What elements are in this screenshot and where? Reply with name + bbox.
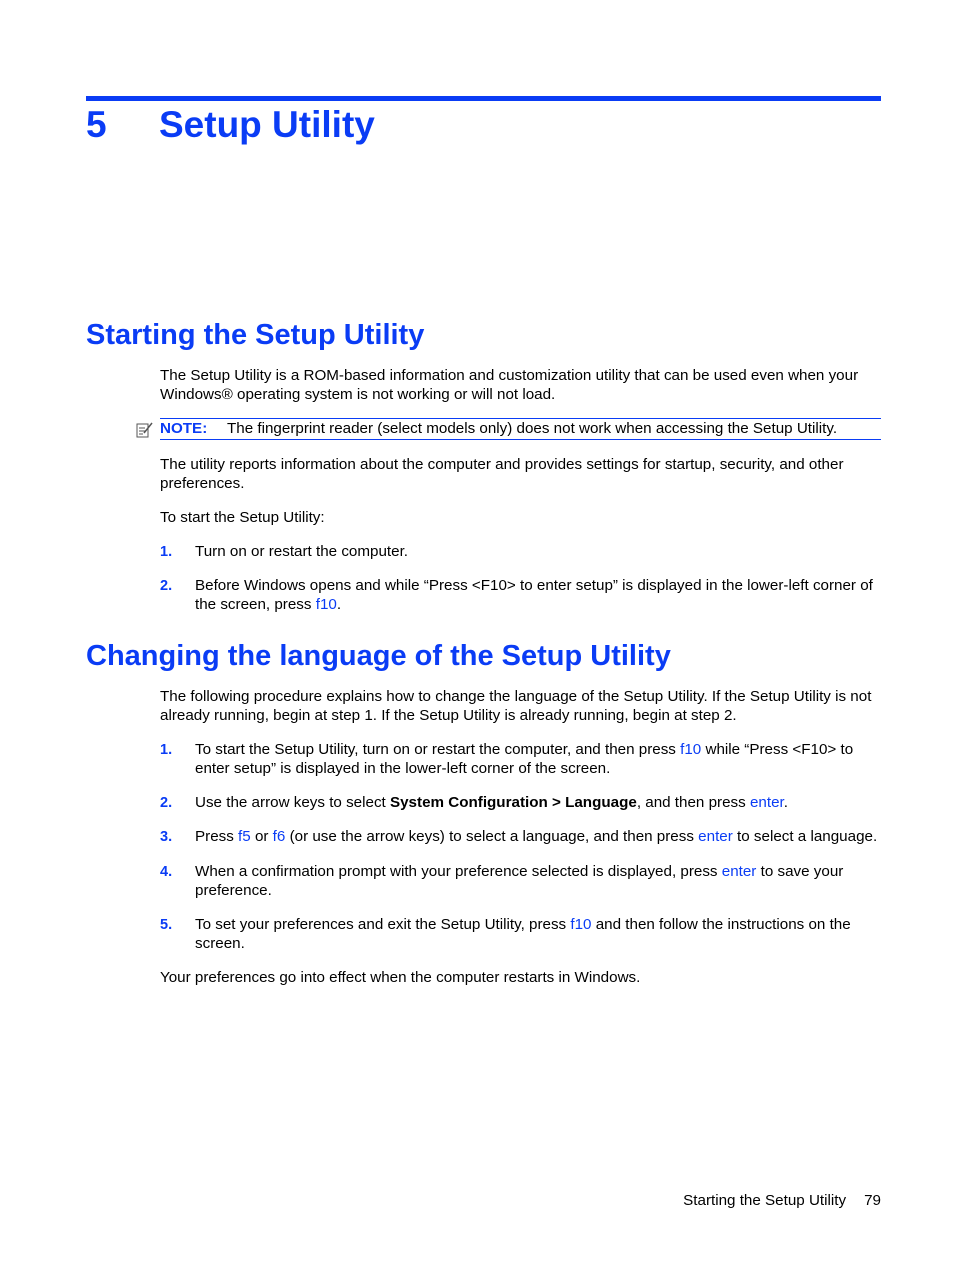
step-text: When a confirmation prompt with your preference selected is displayed, press enter to save your preference.: [195, 863, 844, 899]
note-box: [160, 418, 881, 440]
page-number: 79: [864, 1192, 881, 1209]
section-heading-language: Changing the language of the Setup Utility: [86, 640, 671, 672]
step-text: Before Windows opens and while “Press <F10> to enter setup” is displayed in the lower-left corner of the screen, press f10.: [195, 577, 873, 613]
key-name: enter: [698, 828, 733, 845]
step-text: To set your preferences and exit the Setup Utility, press f10 and then follow the instructions on the screen.: [195, 916, 851, 952]
chapter-title: Setup Utility: [159, 104, 375, 145]
section2-closing: Your preferences go into effect when the computer restarts in Windows.: [160, 969, 641, 986]
step-number: 2.: [160, 578, 173, 594]
note-text: The fingerprint reader (select models only) does not work when accessing the Setup Utility.: [227, 420, 838, 437]
page-footer: [683, 1192, 881, 1209]
step-number: 2.: [160, 795, 173, 811]
menu-path: System Configuration > Language: [389, 794, 637, 811]
key-name: f10: [680, 741, 702, 758]
section-heading-starting: Starting the Setup Utility: [86, 319, 425, 351]
step-text: To start the Setup Utility, turn on or restart the computer, and then press f10 while “Press <F10> to enter setup” is displayed in the lower-left corner of the screen.: [195, 741, 854, 777]
key-name: enter: [749, 794, 784, 811]
section1-para2: The utility reports information about the computer and provides settings for startup, security, and other preferences.: [160, 456, 844, 492]
step-number: 1.: [160, 544, 173, 560]
chapter-rule: [86, 96, 881, 101]
step-text: Turn on or restart the computer.: [195, 543, 409, 560]
section1-intro: The Setup Utility is a ROM-based information and customization utility that can be used even when your Windows® operating system is not working or will not load.: [160, 367, 859, 403]
key-name: f6: [272, 828, 286, 845]
note-label: NOTE:: [160, 420, 208, 437]
key-name: enter: [721, 863, 757, 880]
section1-para3: To start the Setup Utility:: [160, 509, 325, 526]
step-number: 4.: [160, 864, 173, 880]
step-number: 5.: [160, 917, 173, 933]
key-name: f10: [315, 596, 337, 613]
key-name: f10: [570, 916, 592, 933]
step-text: Use the arrow keys to select System Configuration > Language, and then press enter.: [195, 794, 788, 811]
step-text: Press f5 or f6 (or use the arrow keys) to select a language, and then press enter to select a language.: [195, 828, 878, 845]
footer-section-title: Starting the Setup Utility: [683, 1192, 847, 1209]
chapter-number: 5: [86, 104, 107, 145]
note-icon: [136, 421, 154, 438]
step-number: 1.: [160, 742, 173, 758]
key-name: f5: [238, 828, 251, 845]
step-number: 3.: [160, 829, 173, 845]
section2-intro: The following procedure explains how to change the language of the Setup Utility. If the Setup Utility is not already running, begin at step 1. If the Setup Utility is already running, begin at step 2.: [160, 688, 872, 724]
